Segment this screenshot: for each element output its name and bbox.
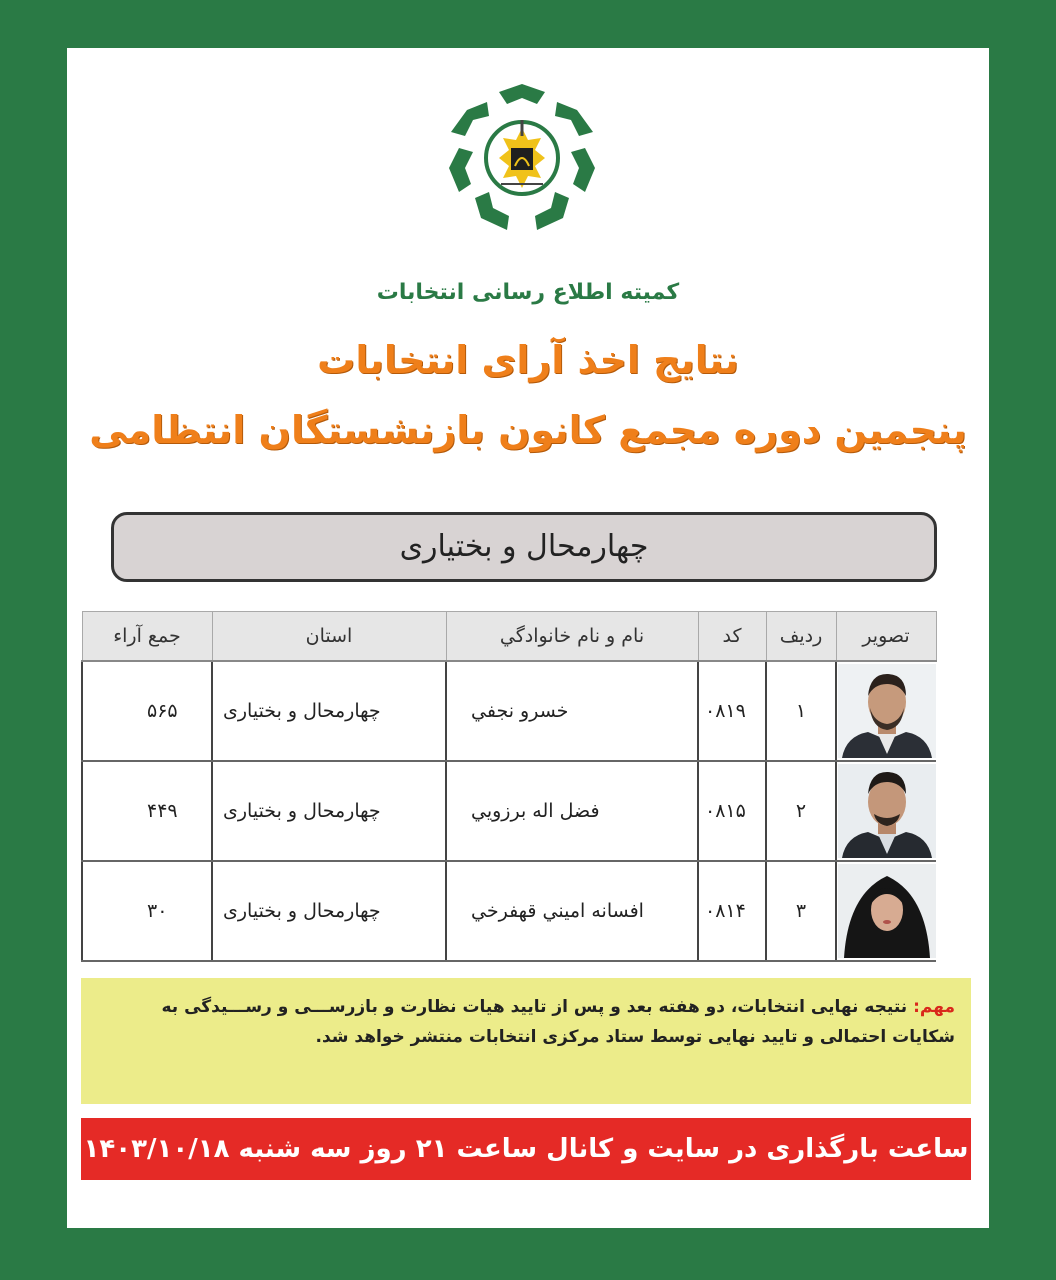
- candidate-code: ۰۸۱۹: [698, 661, 766, 761]
- important-note: [81, 978, 971, 1104]
- table-row: [82, 861, 936, 961]
- candidate-province: چهارمحال و بختياری: [212, 661, 446, 761]
- table-header-row: [82, 612, 936, 662]
- row-number: ۳: [766, 861, 836, 961]
- candidate-province: چهارمحال و بختياری: [212, 761, 446, 861]
- candidate-votes: ۵۶۵: [82, 661, 212, 761]
- candidate-name: خسرو نجفي: [446, 661, 698, 761]
- page-title: نتایج اخذ آرای انتخابات: [317, 338, 739, 382]
- header-photo: تصویر: [836, 612, 936, 662]
- note-label: مهم:: [913, 997, 955, 1017]
- row-number: ۲: [766, 761, 836, 861]
- candidate-name: افسانه اميني قهفرخي: [446, 861, 698, 961]
- candidate-province: چهارمحال و بختياری: [212, 861, 446, 961]
- emblem-logo-icon: [445, 80, 599, 234]
- candidate-code: ۰۸۱۴: [698, 861, 766, 961]
- page-subtitle: پنجمین دوره مجمع کانون بازنشستگان انتظامی: [89, 408, 967, 452]
- candidate-photo: [836, 761, 936, 861]
- candidate-name: فضل اله برزويي: [446, 761, 698, 861]
- committee-name: کمیته اطلاع رسانی انتخابات: [376, 280, 680, 305]
- header-code: کد: [698, 612, 766, 662]
- header-row: ردیف: [766, 612, 836, 662]
- note-text: نتیجه نهایی انتخابات، دو هفته بعد و پس از تایید هیات نظارت و بازرســـی و رســـیدگی به شکایات احتمالی و تایید نهایی توسط ستاد مرکزی انتخابات منتشر خواهد شد.: [161, 997, 955, 1047]
- candidate-votes: ۴۴۹: [82, 761, 212, 861]
- man-portrait-icon: [838, 764, 936, 858]
- woman-portrait-icon: [838, 864, 936, 958]
- results-table: [81, 611, 937, 962]
- row-number: ۱: [766, 661, 836, 761]
- man-portrait-icon: [838, 664, 936, 758]
- candidate-photo: [836, 661, 936, 761]
- header-province: استان: [212, 612, 446, 662]
- candidate-votes: ۳۰: [82, 861, 212, 961]
- region-label: چهارمحال و بختیاری: [111, 512, 937, 582]
- header-name: نام و نام خانوادگي: [446, 612, 698, 662]
- table-row: [82, 661, 936, 761]
- candidate-code: ۰۸۱۵: [698, 761, 766, 861]
- candidate-photo: [836, 861, 936, 961]
- upload-time-banner: ساعت بارگذاری در سایت و کانال ساعت ۲۱ روز سه شنبه ۱۴۰۳/۱۰/۱۸: [81, 1118, 971, 1180]
- table-row: [82, 761, 936, 861]
- header-votes: جمع آراء: [82, 612, 212, 662]
- announcement-poster: [67, 48, 989, 1228]
